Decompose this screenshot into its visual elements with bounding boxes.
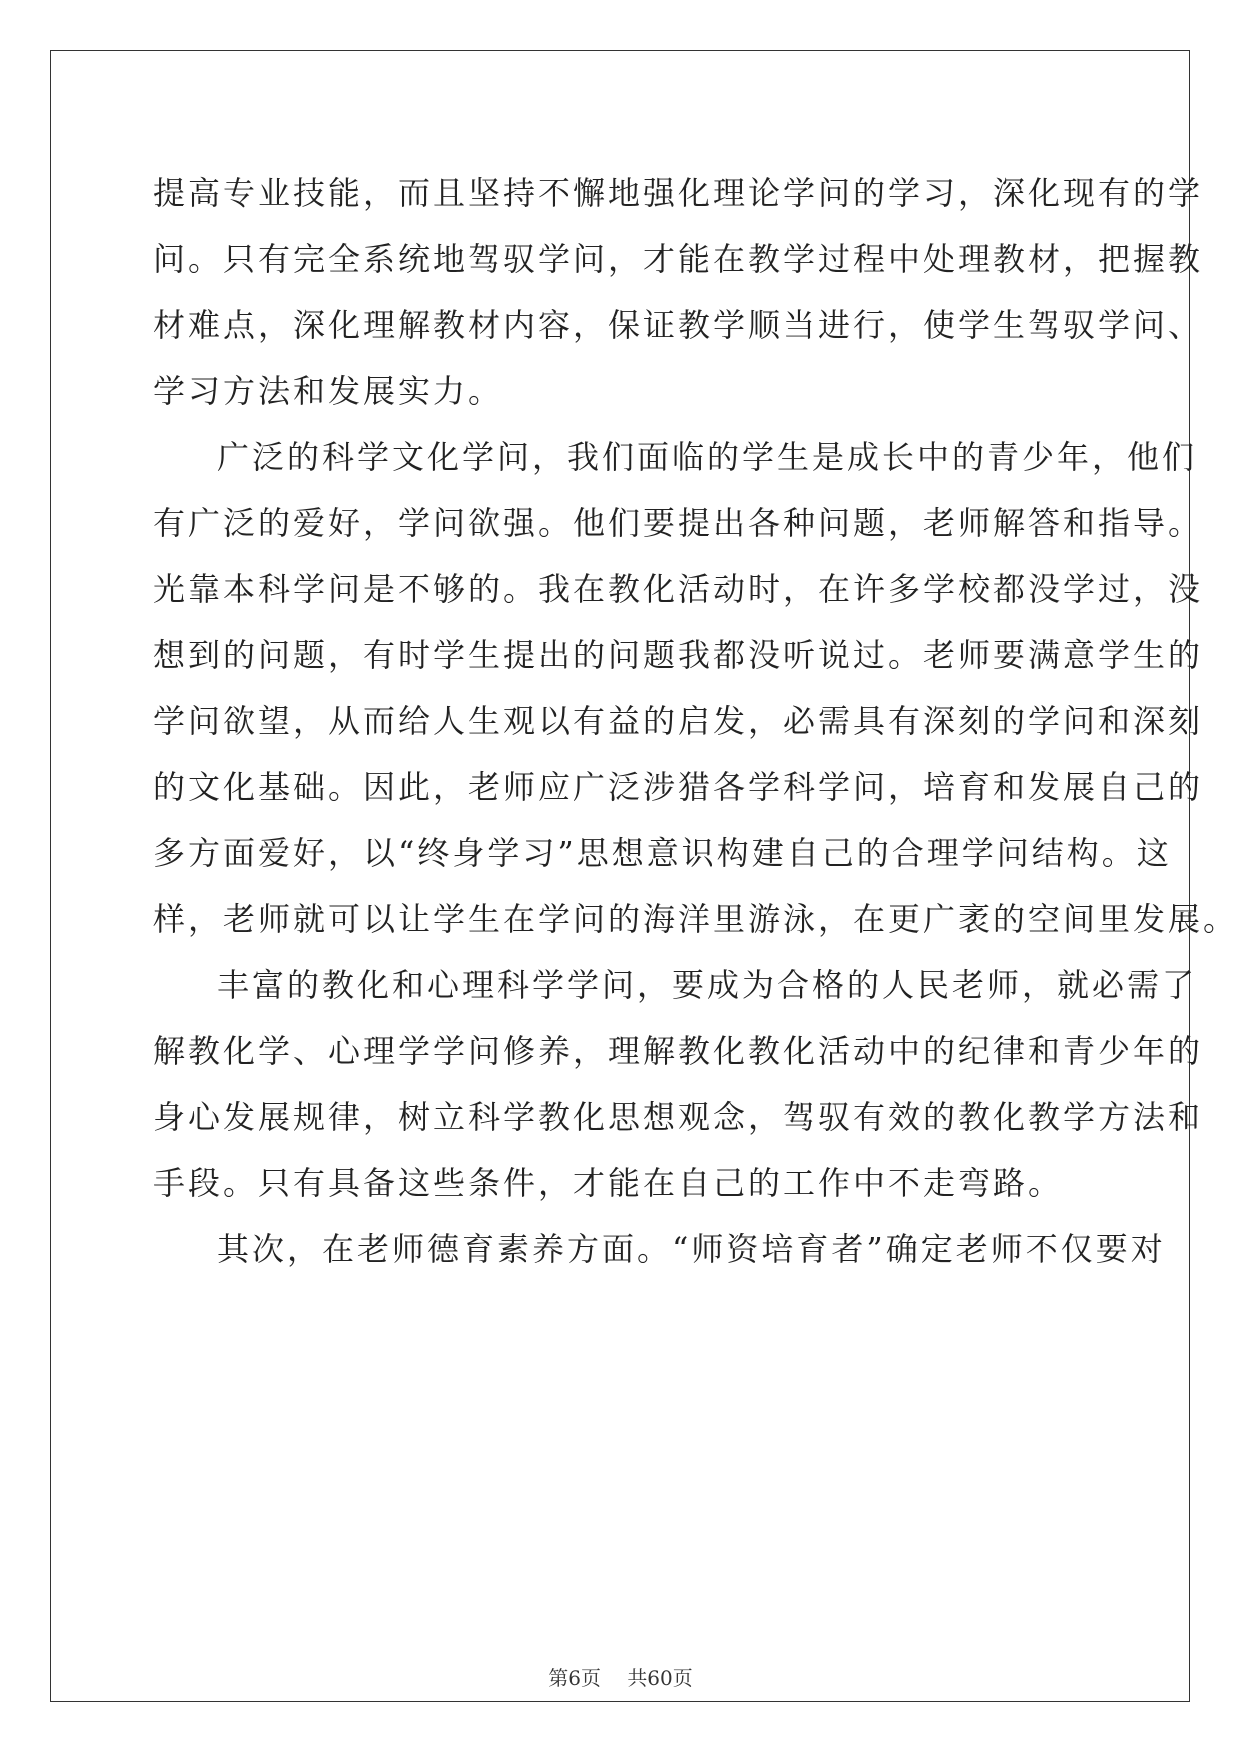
text-line: 光靠本科学问是不够的。我在教化活动时，在许多学校都没学过，没 — [153, 570, 1204, 608]
text-line: 广泛的科学文化学问，我们面临的学生是成长中的青少年，他们 — [217, 438, 1198, 476]
text-line: 学习方法和发展实力。 — [153, 372, 504, 410]
text-line: 问。只有完全系统地驾驭学问，才能在教学过程中处理教材，把握教 — [153, 240, 1204, 278]
text-line: 其次，在老师德育素养方面。“师资培育者”确定老师不仅要对 — [217, 1230, 1166, 1268]
text-line: 身心发展规律，树立科学教化思想观念，驾驭有效的教化教学方法和 — [153, 1098, 1204, 1136]
text-line: 样，老师就可以让学生在学问的海洋里游泳，在更广袤的空间里发展。 — [153, 900, 1239, 938]
text-line: 提高专业技能，而且坚持不懈地强化理论学问的学习，深化现有的学 — [153, 174, 1204, 212]
document-body — [153, 160, 1239, 1282]
text-line: 材难点，深化理解教材内容，保证教学顺当进行，使学生驾驭学问、 — [153, 306, 1204, 344]
text-line: 多方面爱好，以“终身学习”思想意识构建自己的合理学问结构。这 — [153, 834, 1172, 872]
text-line: 的文化基础。因此，老师应广泛涉猎各学科学问，培育和发展自己的 — [153, 768, 1204, 806]
text-line: 手段。只有具备这些条件，才能在自己的工作中不走弯路。 — [153, 1164, 1064, 1202]
page-footer — [0, 1662, 1241, 1691]
page-number: 第6页 — [548, 1666, 601, 1690]
text-line: 学问欲望，从而给人生观以有益的启发，必需具有深刻的学问和深刻 — [153, 702, 1204, 740]
page-total: 共60页 — [627, 1666, 693, 1690]
text-line: 想到的问题，有时学生提出的问题我都没听说过。老师要满意学生的 — [153, 636, 1204, 674]
text-line: 丰富的教化和心理科学学问，要成为合格的人民老师，就必需了 — [217, 966, 1198, 1004]
text-line: 解教化学、心理学学问修养，理解教化教化活动中的纪律和青少年的 — [153, 1032, 1204, 1070]
text-line: 有广泛的爱好，学问欲强。他们要提出各种问题，老师解答和指导。 — [153, 504, 1204, 542]
